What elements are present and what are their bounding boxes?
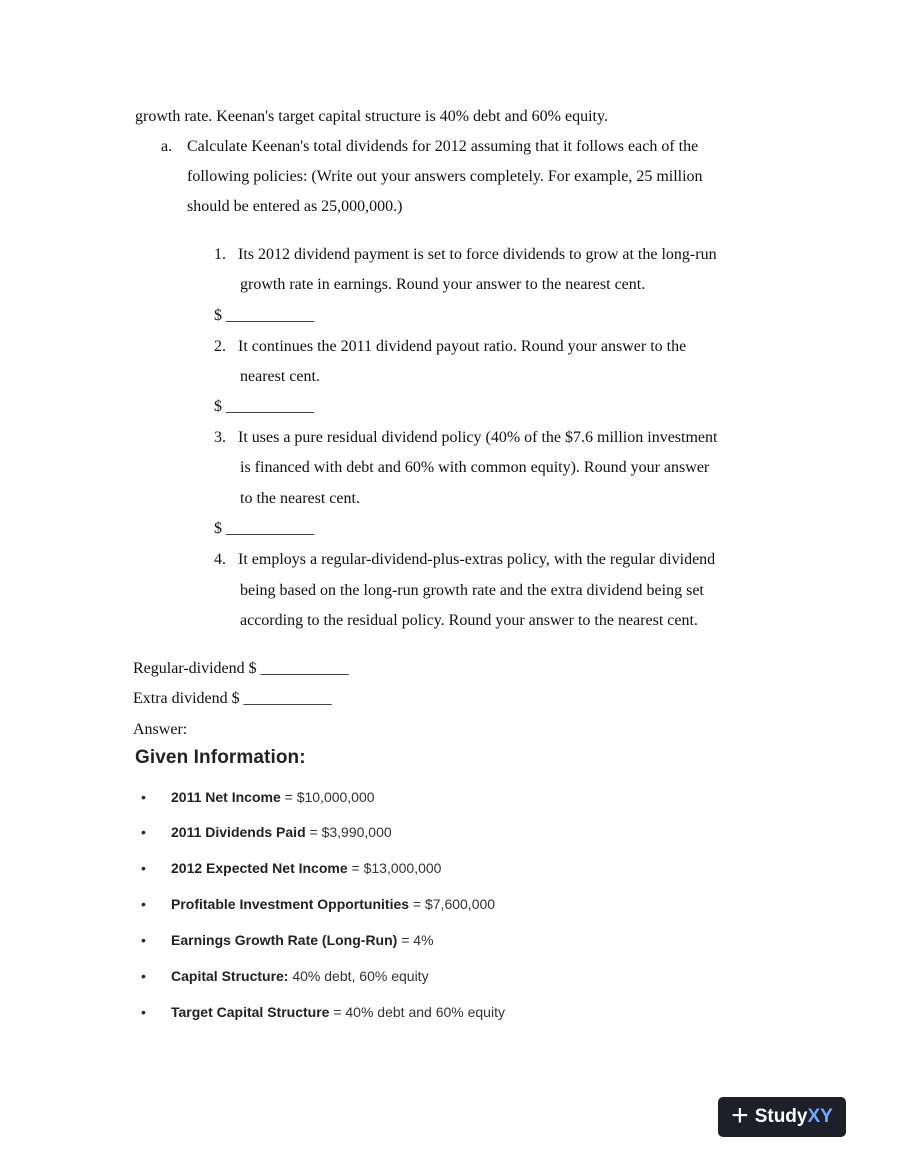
bullet-icon: • [141,824,146,840]
regular-dividend-blank[interactable]: Regular-dividend $ ___________ [133,660,349,677]
item-4-line-3: according to the residual policy. Round your answer to the nearest cent. [240,612,698,629]
item-2-number: 2. [214,338,226,355]
bullet-icon: • [141,932,146,948]
item-1-number: 1. [214,246,226,263]
brand-name-xy: XY [807,1106,833,1127]
studyxy-logo [718,1097,846,1137]
plus-icon: + [731,1098,749,1132]
given-item-label: Target Capital Structure [171,1004,330,1020]
part-a-marker: a. [161,138,173,155]
part-a-line-3: should be entered as 25,000,000.) [187,198,403,215]
part-a-line-2: following policies: (Write out your answers completely. For example, 25 million [187,168,703,185]
given-item [141,822,392,842]
intro-line: growth rate. Keenan's target capital structure is 40% debt and 60% equity. [135,108,608,125]
given-item [141,966,429,986]
answer-label: Answer: [133,721,188,738]
given-item-label: Earnings Growth Rate (Long-Run) [171,932,398,948]
item-4-line-1: It employs a regular-dividend-plus-extras policy, with the regular dividend [238,551,716,568]
bullet-icon: • [141,968,146,984]
item-2-line-2: nearest cent. [240,368,320,385]
bullet-icon: • [141,1004,146,1020]
bullet-icon: • [141,896,146,912]
given-information-heading: Given Information: [135,747,306,768]
given-item-value: = $10,000,000 [280,789,375,805]
given-item [141,787,375,807]
item-2-line-1: It continues the 2011 dividend payout ratio. Round your answer to the [238,338,687,355]
item-1-answer-blank[interactable]: $ ___________ [214,307,314,324]
item-3-answer-blank[interactable]: $ ___________ [214,520,314,537]
given-item [141,930,434,950]
given-item-label: 2011 Dividends Paid [171,824,306,840]
extra-dividend-blank[interactable]: Extra dividend $ ___________ [133,690,332,707]
item-1-line-1: Its 2012 dividend payment is set to force dividends to grow at the long-run [238,246,717,263]
given-item-label: Capital Structure: [171,968,289,984]
item-4-line-2: being based on the long-run growth rate and the extra dividend being set [240,582,704,599]
item-2-answer-blank[interactable]: $ ___________ [214,398,314,415]
given-item [141,858,441,878]
item-3-number: 3. [214,429,226,446]
given-item-label: 2012 Expected Net Income [171,860,348,876]
given-item [141,894,495,914]
bullet-icon: • [141,789,146,805]
given-item-value: = 40% debt and 60% equity [329,1004,505,1020]
given-item-value: 40% debt, 60% equity [288,968,429,984]
given-item [141,1002,505,1022]
bullet-icon: • [141,860,146,876]
item-4-number: 4. [214,551,226,568]
brand-name-study: Study [754,1106,808,1127]
given-item-value: = $3,990,000 [305,824,392,840]
given-item-value: = $7,600,000 [409,896,496,912]
given-item-value: = 4% [397,932,434,948]
given-item-label: Profitable Investment Opportunities [171,896,410,912]
given-item-label: 2011 Net Income [171,789,281,805]
item-3-line-2: is financed with debt and 60% with common equity). Round your answer [240,459,710,476]
item-3-line-3: to the nearest cent. [240,490,360,507]
given-item-value: = $13,000,000 [347,860,442,876]
part-a-line-1: Calculate Keenan's total dividends for 2012 assuming that it follows each of the [187,138,699,155]
item-3-line-1: It uses a pure residual dividend policy (40% of the $7.6 million investment [238,429,718,446]
item-1-line-2: growth rate in earnings. Round your answer to the nearest cent. [240,276,646,293]
